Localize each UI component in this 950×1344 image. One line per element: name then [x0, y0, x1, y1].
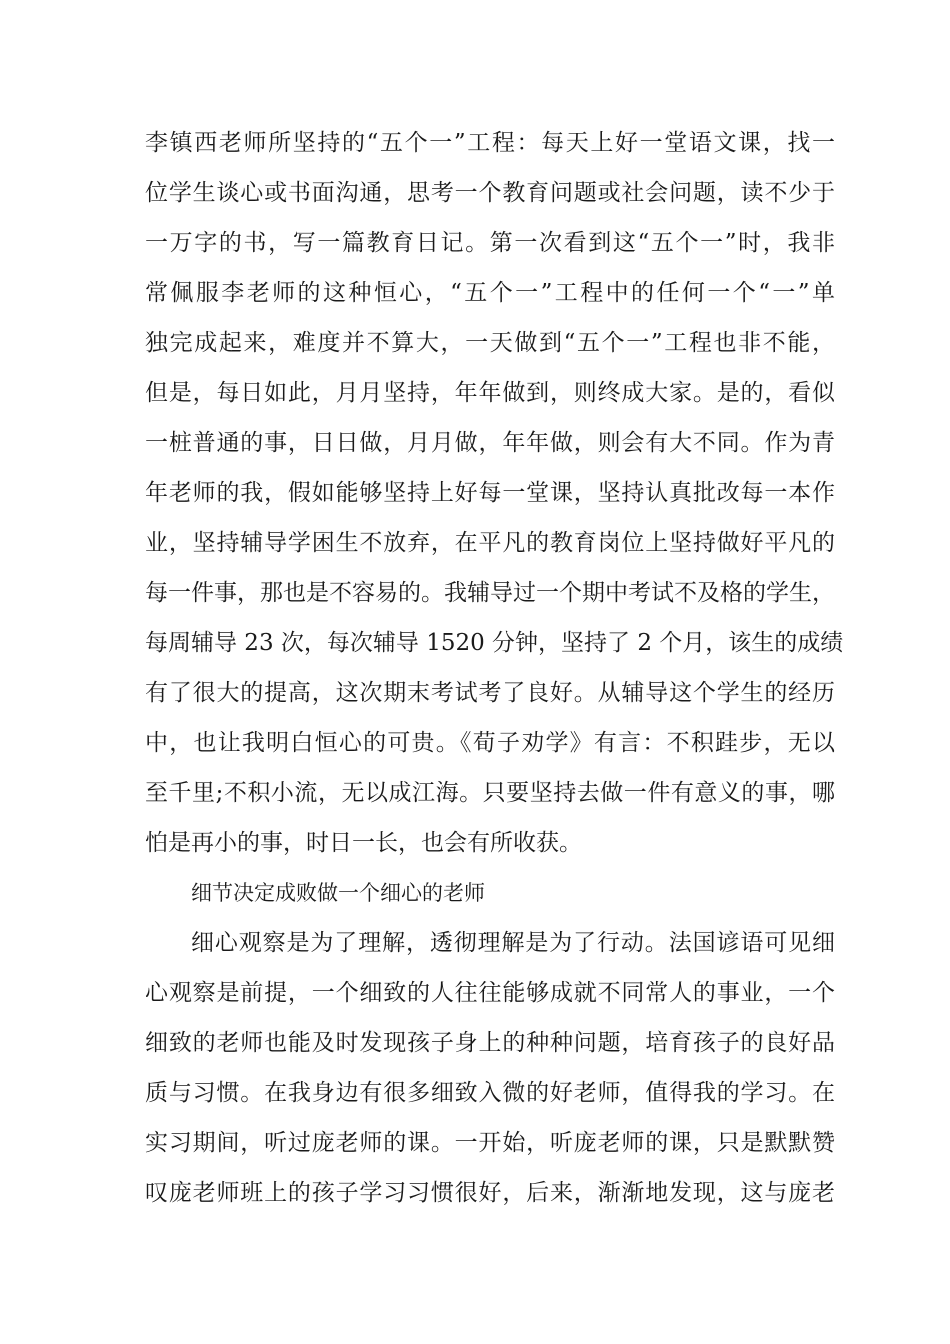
- text-line: 中，也让我明白恒心的可贵。《荀子劝学》有言：不积跬步，无以: [145, 730, 835, 756]
- text-line: 叹庞老师班上的孩子学习习惯很好，后来，渐渐地发现，这与庞老: [145, 1180, 835, 1206]
- text-line: 每一件事，那也是不容易的。我辅导过一个期中考试不及格的学生，: [145, 580, 835, 606]
- text-line: 至千里;不积小流，无以成江海。只要坚持去做一件有意义的事，哪: [145, 780, 835, 806]
- text-line: 一桩普通的事，日日做，月月做，年年做，则会有大不同。作为青: [145, 430, 835, 456]
- text-line: 一万字的书，写一篇教育日记。第一次看到这“五个一”时，我非: [145, 230, 835, 256]
- text-line: 细致的老师也能及时发现孩子身上的种种问题，培育孩子的良好品: [145, 1030, 835, 1056]
- text-line: 年老师的我，假如能够坚持上好每一堂课，坚持认真批改每一本作: [145, 480, 835, 506]
- text-line: 业，坚持辅导学困生不放弃，在平凡的教育岗位上坚持做好平凡的: [145, 530, 835, 556]
- document-body: [145, 128, 844, 1228]
- text-line: 李镇西老师所坚持的“五个一”工程：每天上好一堂语文课，找一: [145, 130, 835, 156]
- text-line: 每周辅导 23 次，每次辅导 1520 分钟，坚持了 2 个月，该生的成绩: [145, 630, 844, 656]
- text-line: 但是，每日如此，月月坚持，年年做到，则终成大家。是的，看似: [145, 380, 835, 406]
- section-heading: 细节决定成败做一个细心的老师: [191, 881, 485, 905]
- text-line: 独完成起来，难度并不算大，一天做到“五个一”工程也非不能，: [145, 330, 835, 356]
- text-line: 质与习惯。在我身边有很多细致入微的好老师，值得我的学习。在: [145, 1080, 835, 1106]
- text-line: 心观察是前提，一个细致的人往往能够成就不同常人的事业，一个: [145, 980, 835, 1006]
- text-line: 位学生谈心或书面沟通，思考一个教育问题或社会问题，读不少于: [145, 180, 835, 206]
- text-line: 实习期间，听过庞老师的课。一开始，听庞老师的课，只是默默赞: [145, 1130, 835, 1156]
- text-line: 怕是再小的事，时日一长，也会有所收获。: [145, 830, 582, 856]
- text-line: 有了很大的提高，这次期末考试考了良好。从辅导这个学生的经历: [145, 680, 835, 706]
- text-line: 常佩服李老师的这种恒心，“五个一”工程中的任何一个“一”单: [145, 280, 835, 306]
- text-line: 细心观察是为了理解，透彻理解是为了行动。法国谚语可见细: [191, 930, 835, 956]
